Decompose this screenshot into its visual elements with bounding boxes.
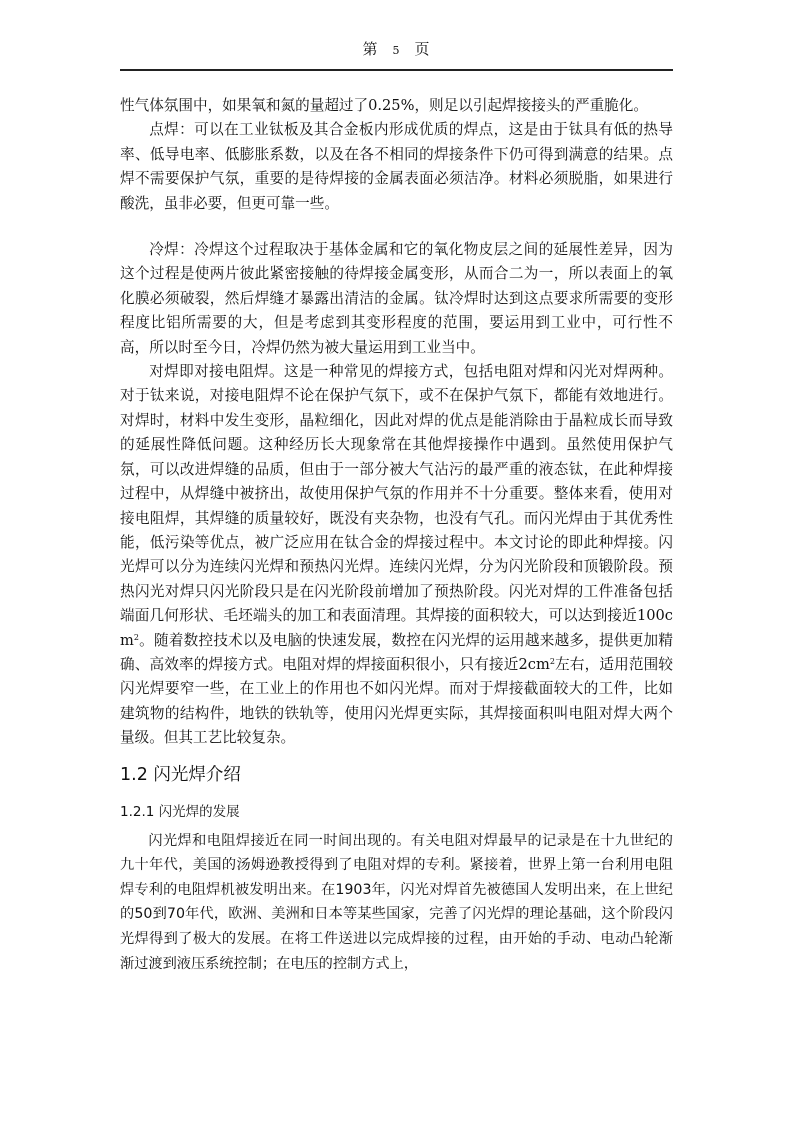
paragraph-text: 。随着数控技术以及电脑的快速发展，数控在闪光焊的运用越来越多，提供更加精确、高效率的焊接方式。电阻对焊的焊接面积很小，只有接近2cm bbox=[120, 631, 673, 673]
paragraph-text: 对焊即对接电阻焊。这是一种常见的焊接方式，包括电阻对焊和闪光对焊两种。对于钛来说，对接电阻焊不论在保护气氛下，或不在保护气氛下，都能有效地进行。对焊时，材料中发生变形，晶粒细化，因此对焊的优点是能消除由于晶粒成长而导致的延展性降低问题。这种经历长大现象常在其他焊接操作中遇到。虽然使用保护气氛，可以改进焊缝的品质，但由于一部分被大气沾污的最严重的液态钛，在此种焊接过程中，从焊缝中被挤出，故使用保护气氛的作用并不十分重要。整体来看，使用对接电阻焊，其焊缝的质量较好，既没有夹杂物，也没有气孔。而闪光焊由于其优秀性能，低污染等优点，被广泛应用在钛合金的焊接过程中。本文讨论的即此种焊接。闪光焊可以分为连续闪光焊和预热闪光焊。连续闪光焊，分为闪光阶段和顶锻阶段。预热闪光对焊只闪光阶段只是在闪光阶段前增加了预热阶段。闪光对焊的工件准备包括端面几何形状、毛坯端头的加工和表面清理。其焊接的面积较大，可以达到接近100cm bbox=[120, 363, 673, 649]
superscript: 2 bbox=[133, 632, 139, 642]
page-number-suffix: 页 bbox=[414, 40, 431, 58]
paragraph-text: 左右，适用范围较闪光焊要窄一些，在工业上的作用也不如闪光焊。而对于焊接截面较大的工件，比如建筑物的结构件，地铁的铁轨等，使用闪光焊更实际，其焊接面积叫电阻对焊大两个量级。但其工艺比较复杂。 bbox=[120, 655, 673, 747]
page-number: 5 bbox=[392, 44, 401, 57]
page-header bbox=[120, 38, 673, 72]
document-body bbox=[120, 94, 673, 976]
page-number-prefix: 第 bbox=[362, 40, 379, 58]
header-divider bbox=[120, 69, 673, 71]
paragraph-spacer bbox=[120, 216, 673, 238]
subsection-heading: 1.2.1 闪光焊的发展 bbox=[120, 803, 240, 820]
paragraph-oxygen-nitrogen: 性气体氛围中，如果氧和氮的量超过了0.25%，则足以引起焊接接头的严重脆化。 bbox=[120, 97, 648, 114]
superscript: 2 bbox=[549, 656, 555, 666]
paragraph-flash-welding-history: 闪光焊和电阻焊接近在同一时间出现的。有关电阻对焊最早的记录是在十九世纪的九十年代，美国的汤姆逊教授得到了电阻对焊的专利。紧接着，世界上第一台利用电阻焊专利的电阻焊机被发明出来。在1903年，闪光对焊首先被德国人发明出来，在上世纪的50到70年代，欧洲、美洲和日本等某些国家，完善了闪光焊的理论基础，这个阶段闪光焊得到了极大的发展。在将工件送进以完成焊接的过程，由开始的手动、电动凸轮渐渐过渡到液压系统控制；在电压的控制方式上， bbox=[120, 832, 673, 972]
section-heading: 1.2 闪光焊介绍 bbox=[120, 764, 241, 785]
page-number-label bbox=[120, 38, 673, 59]
paragraph-butt-welding bbox=[120, 360, 673, 751]
paragraph-cold-welding: 冷焊：冷焊这个过程取决于基体金属和它的氧化物皮层之间的延展性差异，因为这个过程是使两片彼此紧密接触的待焊接金属变形，从而合二为一，所以表面上的氧化膜必须破裂，然后焊缝才暴露出清洁的金属。钛冷焊时达到这点要求所需要的变形程度比铝所需要的大，但是考虑到其变形程度的范围，要运用到工业中，可行性不高，所以时至今日，冷焊仍然为被大量运用到工业当中。 bbox=[120, 241, 673, 356]
paragraph-spot-welding: 点焊：可以在工业钛板及其合金板内形成优质的焊点，这是由于钛具有低的热导率、低导电率、低膨胀系数，以及在各不相同的焊接条件下仍可得到满意的结果。点焊不需要保护气氛，重要的是待焊接的金属表面必须洁净。材料必须脱脂，如果进行酸洗，虽非必要，但更可靠一些。 bbox=[120, 121, 673, 212]
